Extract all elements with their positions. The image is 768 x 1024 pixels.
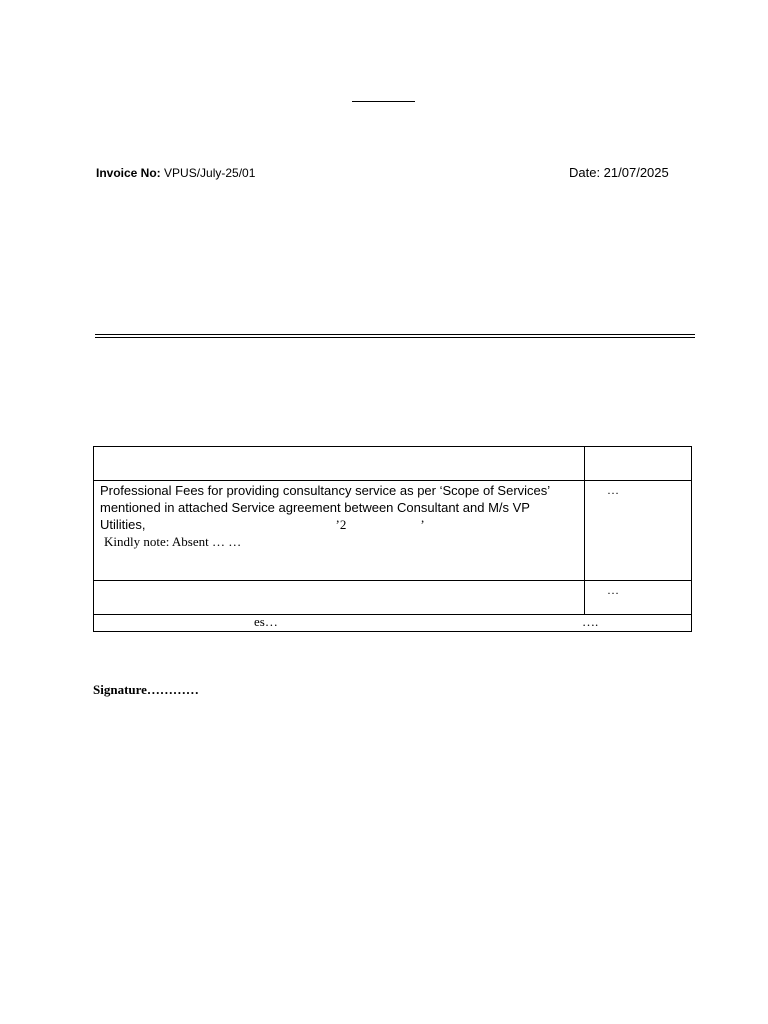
- description-line-2: mentioned in attached Service agreement between Consultant and M/s VP: [100, 500, 530, 515]
- description-line-3-text: Utilities,: [100, 517, 146, 532]
- service-description: [94, 481, 584, 550]
- header-cell-amount: [585, 447, 692, 481]
- table-row: [94, 481, 692, 581]
- description-fragment: ’2: [335, 517, 347, 532]
- subtotal-label-cell: [94, 581, 585, 615]
- signature-line: Signature…………: [93, 682, 199, 697]
- total-row: [94, 615, 692, 632]
- total-words-text: es…: [254, 614, 278, 629]
- fee-table: [93, 446, 692, 632]
- title-underline: [352, 101, 415, 102]
- subtotal-amount-cell: [585, 581, 692, 615]
- subtotal-amount-value: …: [607, 583, 619, 597]
- amount-value: …: [607, 483, 619, 497]
- table-header-row: [94, 447, 692, 481]
- invoice-number: [96, 166, 255, 180]
- double-rule-divider: [95, 334, 695, 338]
- description-line-3: [100, 516, 578, 533]
- description-cell: [94, 481, 585, 581]
- absence-note: Kindly note: Absent … …: [104, 534, 242, 549]
- description-fragment-end: ’: [420, 517, 425, 532]
- table-row: [94, 581, 692, 615]
- header-cell-description: [94, 447, 585, 481]
- invoice-number-value: VPUS/July-25/01: [160, 166, 256, 180]
- amount-cell: [585, 481, 692, 581]
- invoice-date: Date: 21/07/2025: [569, 165, 669, 180]
- total-cell: [94, 615, 692, 632]
- description-line-1: Professional Fees for providing consultancy service as per ‘Scope of Services’: [100, 483, 551, 498]
- invoice-number-label: Invoice No:: [96, 166, 161, 180]
- total-amount-text: ….: [582, 614, 599, 629]
